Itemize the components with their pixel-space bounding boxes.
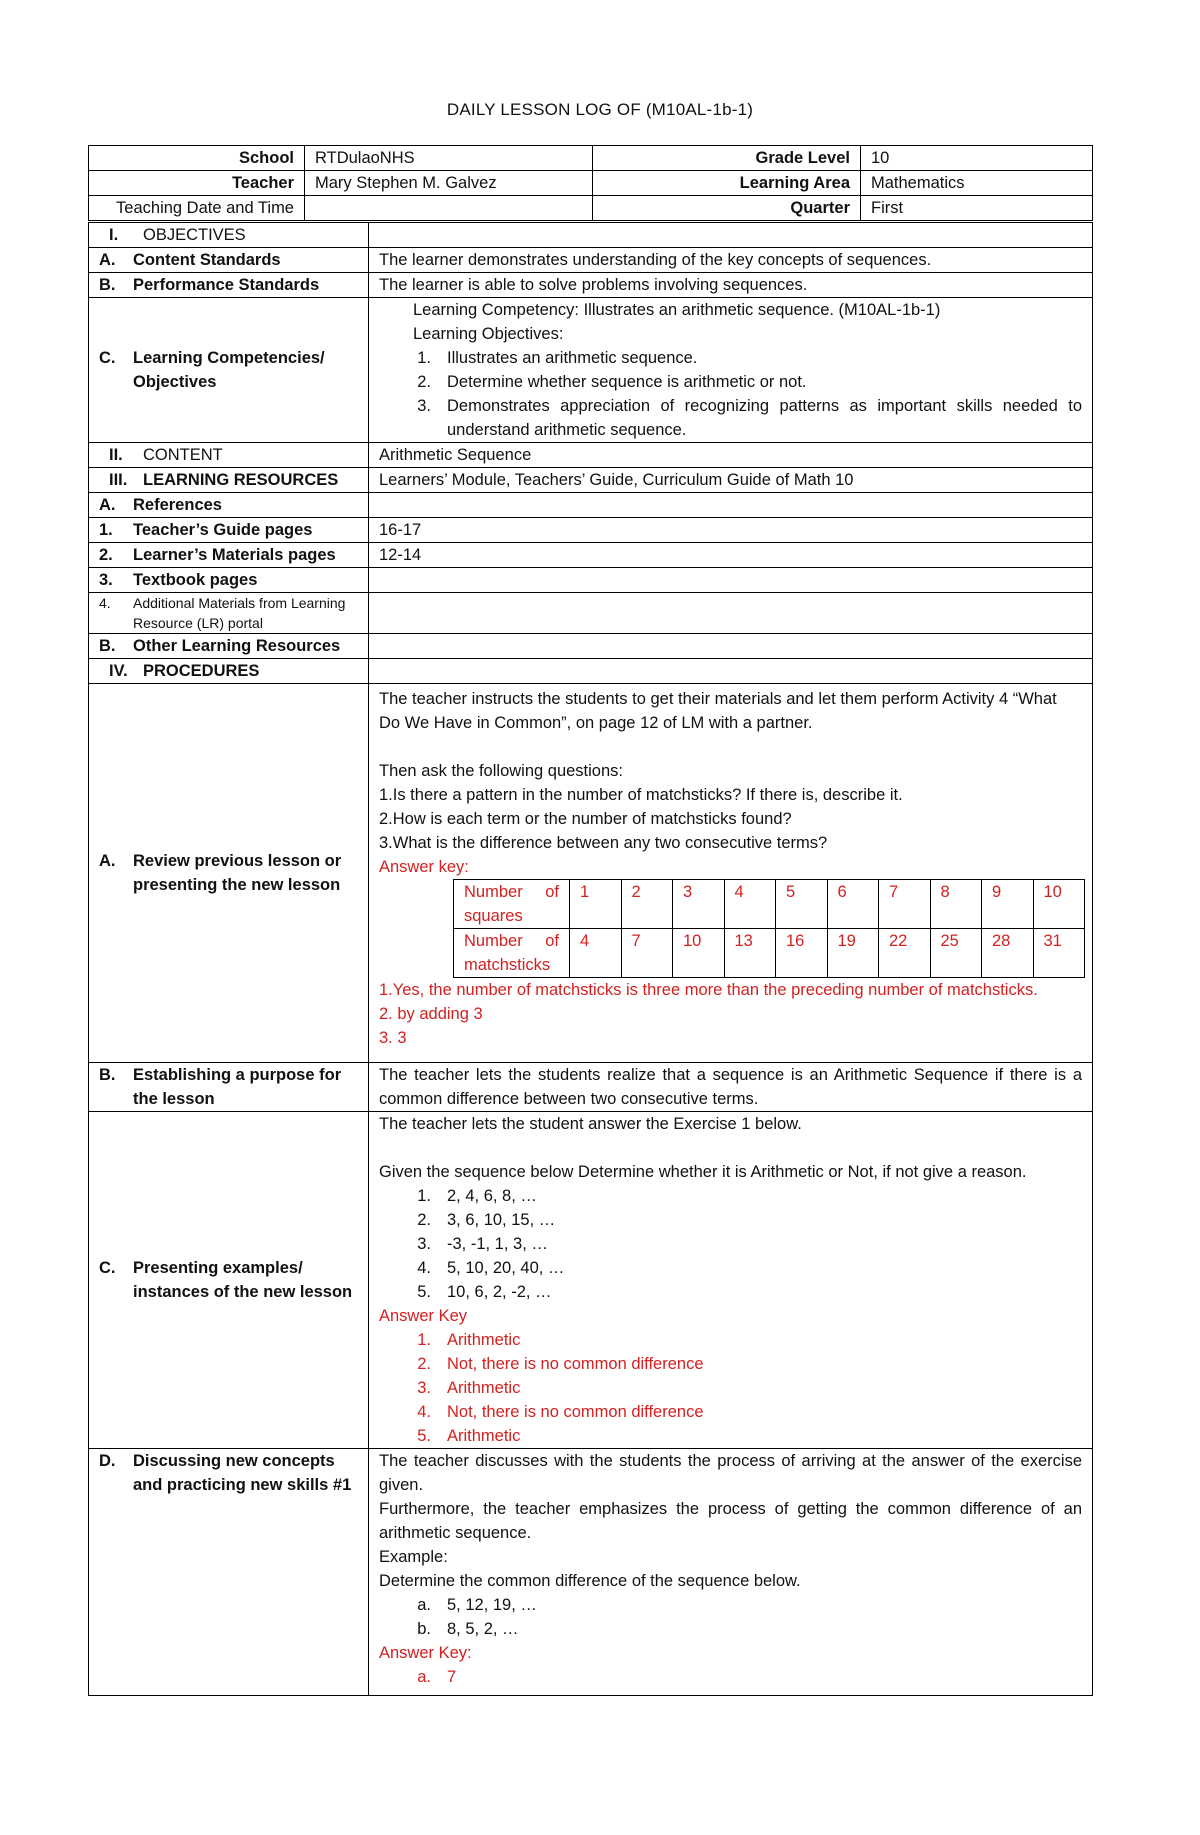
school-value: RTDulaoNHS xyxy=(305,146,593,171)
list-number: 1. xyxy=(417,349,431,367)
table-cell: 22 xyxy=(879,929,931,978)
answer-item xyxy=(379,1376,1082,1400)
procedure-a-intro: The teacher instructs the students to get their materials and let them perform Activity 4 “What Do We Have in Common”, on page 12 of LM with a partner. xyxy=(379,690,1057,732)
competencies-label: Learning Competencies/ Objectives xyxy=(133,349,325,391)
list-number: 5. xyxy=(417,1283,431,1301)
table-cell: 10 xyxy=(1033,880,1085,929)
resources-text: Learners’ Module, Teachers’ Guide, Curriculum Guide of Math 10 xyxy=(369,468,1093,493)
item-number: A. xyxy=(99,496,116,514)
table-cell: 31 xyxy=(1033,929,1085,978)
item-number: C. xyxy=(99,349,116,367)
list-number: 4. xyxy=(417,1403,431,1421)
list-number: 3. xyxy=(417,1235,431,1253)
learning-area-label: Learning Area xyxy=(593,171,861,196)
answer-item xyxy=(379,1424,1082,1448)
procedure-c-given: Given the sequence below Determine whether it is Arithmetic or Not, if not give a reason. xyxy=(379,1163,1027,1181)
answer-item xyxy=(379,1400,1082,1424)
quarter-value: First xyxy=(861,196,1093,221)
list-text: Arithmetic xyxy=(447,1427,521,1445)
item-number: C. xyxy=(99,1259,116,1277)
learning-competency: Learning Competency: Illustrates an arithmetic sequence. (M10AL-1b-1) xyxy=(413,301,941,319)
list-number: 3. xyxy=(417,1379,431,1397)
list-number: 1. xyxy=(417,1331,431,1349)
exercise-item xyxy=(379,1256,1082,1280)
teaching-date-value xyxy=(305,196,593,221)
list-text: -3, -1, 1, 3, … xyxy=(447,1235,548,1253)
answer-1: 1.Yes, the number of matchsticks is three more than the preceding number of matchsticks. xyxy=(379,981,1038,999)
procedure-d-p2: Furthermore, the teacher emphasizes the process of getting the common difference of an arithmetic sequence. xyxy=(379,1500,1082,1542)
other-resources-row xyxy=(89,634,1093,659)
table-cell: 10 xyxy=(673,929,725,978)
list-text: Arithmetic xyxy=(447,1331,521,1349)
table-cell: 19 xyxy=(827,929,879,978)
answer-key-label: Answer Key: xyxy=(379,1644,472,1662)
list-number: 4. xyxy=(417,1259,431,1277)
teacher-label: Teacher xyxy=(89,171,305,196)
additional-materials-label: Additional Materials from Learning Resource (LR) portal xyxy=(133,595,346,631)
list-text: 2, 4, 6, 8, … xyxy=(447,1187,537,1205)
list-text: 10, 6, 2, -2, … xyxy=(447,1283,552,1301)
document-title: DAILY LESSON LOG OF (M10AL-1b-1) xyxy=(446,100,754,119)
procedures-row xyxy=(89,659,1093,684)
example-item xyxy=(379,1593,1082,1617)
procedure-a-row xyxy=(89,684,1093,1063)
answer-3: 3. 3 xyxy=(379,1029,407,1047)
competencies-row xyxy=(89,298,1093,443)
table-cell: 2 xyxy=(621,880,673,929)
exercise-item xyxy=(379,1232,1082,1256)
list-number: b. xyxy=(417,1620,431,1638)
table-cell: 7 xyxy=(621,929,673,978)
table-cell: 9 xyxy=(982,880,1034,929)
list-text: Not, there is no common difference xyxy=(447,1355,704,1373)
item-number: D. xyxy=(99,1452,116,1470)
answer-item xyxy=(379,1665,1082,1689)
teacher-value: Mary Stephen M. Galvez xyxy=(305,171,593,196)
answer-item xyxy=(379,1352,1082,1376)
procedure-c-row xyxy=(89,1112,1093,1449)
determine-text: Determine the common difference of the sequence below. xyxy=(379,1572,801,1590)
section-heading: CONTENT xyxy=(143,446,223,464)
table-cell: 13 xyxy=(724,929,776,978)
textbook-row xyxy=(89,568,1093,593)
objective-item xyxy=(379,346,1082,370)
table-cell: 3 xyxy=(673,880,725,929)
list-text: Determine whether sequence is arithmetic or not. xyxy=(447,373,807,391)
list-number: a. xyxy=(417,1596,431,1614)
procedure-c-label: Presenting examples/ instances of the new lesson xyxy=(133,1259,353,1301)
list-number: 2. xyxy=(417,373,431,391)
table-cell: 28 xyxy=(982,929,1034,978)
textbook-label: Textbook pages xyxy=(133,571,258,589)
lesson-table xyxy=(88,222,1093,1696)
question-1: 1.Is there a pattern in the number of matchsticks? If there is, describe it. xyxy=(379,786,903,804)
list-text: Demonstrates appreciation of recognizing patterns as important skills needed to understand arithmetic sequence. xyxy=(447,397,1082,439)
table-cell: 1 xyxy=(570,880,622,929)
item-number: 1. xyxy=(99,521,113,539)
squares-label: Number of squares xyxy=(454,880,570,929)
list-text: 8, 5, 2, … xyxy=(447,1620,519,1638)
performance-standards-text: The learner is able to solve problems involving sequences. xyxy=(369,273,1093,298)
procedure-d-label: Discussing new concepts and practicing new skills #1 xyxy=(133,1452,352,1494)
procedure-b-text: The teacher lets the students realize that a sequence is an Arithmetic Sequence if there is a common difference between two consecutive terms. xyxy=(369,1063,1093,1112)
item-number: A. xyxy=(99,251,116,269)
matchsticks-row xyxy=(454,929,1085,978)
item-number: 3. xyxy=(99,571,113,589)
answer-key-label: Answer Key xyxy=(379,1307,468,1325)
table-cell: 8 xyxy=(930,880,982,929)
procedure-b-label: Establishing a purpose for the lesson xyxy=(133,1066,342,1108)
teachers-guide-pages: 16-17 xyxy=(369,518,1093,543)
item-number: B. xyxy=(99,637,116,655)
procedure-d-p1: The teacher discusses with the students the process of arriving at the answer of the exercise given. xyxy=(379,1452,1082,1494)
other-resources-label: Other Learning Resources xyxy=(133,637,341,655)
table-cell: 16 xyxy=(776,929,828,978)
item-number: 4. xyxy=(99,595,111,611)
matchsticks-table xyxy=(453,879,1085,978)
objective-item xyxy=(379,394,1082,442)
answer-item xyxy=(379,1328,1082,1352)
learners-materials-pages: 12-14 xyxy=(369,543,1093,568)
table-cell: 5 xyxy=(776,880,828,929)
list-text: Not, there is no common difference xyxy=(447,1403,704,1421)
table-cell: 7 xyxy=(879,880,931,929)
list-number: 2. xyxy=(417,1211,431,1229)
question-2: 2.How is each term or the number of matchsticks found? xyxy=(379,810,792,828)
quarter-label: Quarter xyxy=(593,196,861,221)
references-row xyxy=(89,493,1093,518)
school-label: School xyxy=(89,146,305,171)
table-cell: 25 xyxy=(930,929,982,978)
teaching-date-label: Teaching Date and Time xyxy=(89,196,305,221)
list-text: 5, 12, 19, … xyxy=(447,1596,537,1614)
list-number: a. xyxy=(417,1668,431,1686)
list-text: Arithmetic xyxy=(447,1379,521,1397)
learning-area-value: Mathematics xyxy=(861,171,1093,196)
grade-level-value: 10 xyxy=(861,146,1093,171)
list-text: Illustrates an arithmetic sequence. xyxy=(447,349,698,367)
additional-materials-row xyxy=(89,593,1093,634)
list-number: 1. xyxy=(417,1187,431,1205)
header-table xyxy=(88,145,1093,221)
list-number: 2. xyxy=(417,1355,431,1373)
section-number: II. xyxy=(109,446,123,464)
procedure-d-row xyxy=(89,1449,1093,1696)
table-cell: 4 xyxy=(570,929,622,978)
question-3: 3.What is the difference between any two consecutive terms? xyxy=(379,834,828,852)
objectives-row xyxy=(89,223,1093,248)
section-number: III. xyxy=(109,471,128,489)
teachers-guide-label: Teacher’s Guide pages xyxy=(133,521,313,539)
section-number: IV. xyxy=(109,662,128,680)
list-number: 5. xyxy=(417,1427,431,1445)
example-item xyxy=(379,1617,1082,1641)
table-cell: 6 xyxy=(827,880,879,929)
section-heading: LEARNING RESOURCES xyxy=(143,471,339,489)
procedure-b-row xyxy=(89,1063,1093,1112)
answer-key-label: Answer key: xyxy=(379,858,469,876)
exercise-item xyxy=(379,1184,1082,1208)
procedure-a-label: Review previous lesson or presenting the new lesson xyxy=(133,852,342,894)
section-heading: PROCEDURES xyxy=(143,662,260,680)
performance-standards-row xyxy=(89,273,1093,298)
example-label: Example: xyxy=(379,1548,448,1566)
item-number: A. xyxy=(99,852,116,870)
teachers-guide-row xyxy=(89,518,1093,543)
procedure-a-ask: Then ask the following questions: xyxy=(379,762,623,780)
performance-standards-label: Performance Standards xyxy=(133,276,320,294)
content-standards-text: The learner demonstrates understanding of the key concepts of sequences. xyxy=(369,248,1093,273)
content-standards-row xyxy=(89,248,1093,273)
list-text: 5, 10, 20, 40, … xyxy=(447,1259,565,1277)
objective-item xyxy=(379,370,1082,394)
learning-objectives-label: Learning Objectives: xyxy=(413,325,564,343)
item-number: B. xyxy=(99,1066,116,1084)
content-text: Arithmetic Sequence xyxy=(369,443,1093,468)
squares-row xyxy=(454,880,1085,929)
list-text: 3, 6, 10, 15, … xyxy=(447,1211,556,1229)
procedure-c-intro: The teacher lets the student answer the Exercise 1 below. xyxy=(379,1115,802,1133)
learners-materials-label: Learner’s Materials pages xyxy=(133,546,336,564)
resources-row xyxy=(89,468,1093,493)
grade-level-label: Grade Level xyxy=(593,146,861,171)
item-number: 2. xyxy=(99,546,113,564)
answer-2: 2. by adding 3 xyxy=(379,1005,483,1023)
table-cell: 4 xyxy=(724,880,776,929)
section-number: I. xyxy=(109,226,119,244)
exercise-item xyxy=(379,1208,1082,1232)
list-text: 7 xyxy=(447,1668,457,1686)
section-heading: OBJECTIVES xyxy=(143,226,246,244)
list-number: 3. xyxy=(417,397,431,415)
content-row xyxy=(89,443,1093,468)
content-standards-label: Content Standards xyxy=(133,251,281,269)
learners-materials-row xyxy=(89,543,1093,568)
references-label: References xyxy=(133,496,222,514)
exercise-item xyxy=(379,1280,1082,1304)
item-number: B. xyxy=(99,276,116,294)
matchsticks-label: Number of matchsticks xyxy=(454,929,570,978)
